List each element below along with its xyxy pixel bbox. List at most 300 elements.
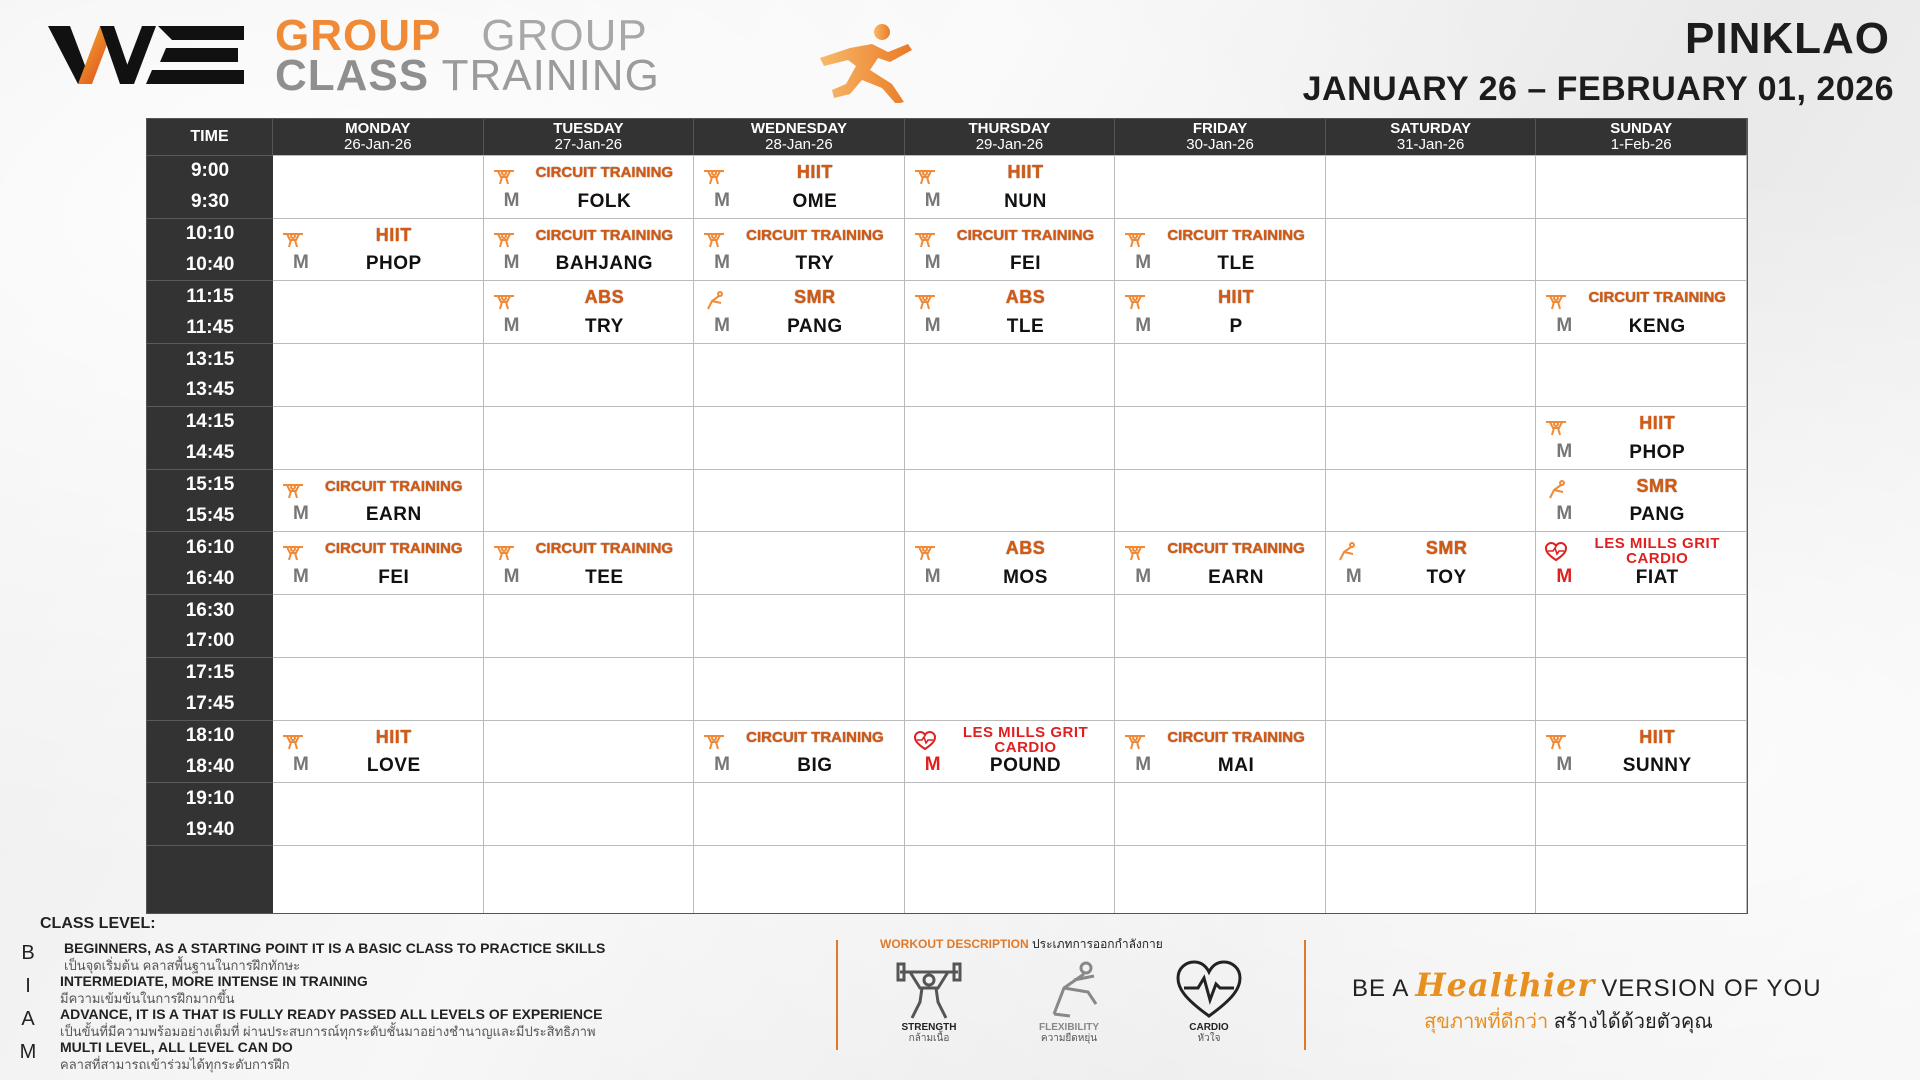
schedule-cell — [273, 845, 484, 913]
schedule-cell — [484, 594, 695, 657]
coach-name: P — [1229, 316, 1243, 338]
runner-icon — [800, 18, 930, 103]
branch-name: PINKLAO — [1685, 14, 1890, 63]
class-level-title: CLASS LEVEL: — [40, 915, 156, 932]
level-desc-en: INTERMEDIATE, MORE INTENSE IN TRAINING — [60, 973, 368, 989]
class-level: M — [503, 189, 520, 211]
schedule-cell — [905, 343, 1116, 406]
strength-icon — [492, 542, 516, 562]
coach-name: PANG — [1629, 504, 1685, 526]
strength-icon — [492, 291, 516, 311]
schedule-cell — [1326, 280, 1537, 343]
schedule-cell — [1115, 720, 1326, 783]
class-level: M — [714, 315, 730, 337]
time-start: 14:15 — [185, 411, 235, 433]
coach-name: PHOP — [1629, 441, 1686, 463]
flexibility-icon — [1334, 542, 1358, 562]
flexibility-icon — [1034, 958, 1104, 1022]
schedule-cell — [273, 280, 484, 343]
class-level: M — [503, 315, 520, 337]
schedule-cell — [484, 531, 695, 594]
schedule-cell — [273, 406, 484, 469]
schedule-cell — [1115, 531, 1326, 594]
level-letter: B — [21, 942, 35, 964]
slogan-pre: BE A — [1352, 975, 1410, 1002]
schedule-cell — [1536, 343, 1747, 406]
class-entry[interactable] — [905, 156, 1115, 218]
schedule-cell — [1115, 218, 1326, 281]
workout-label: FLEXIBILITY — [1039, 1022, 1099, 1033]
we-logo — [48, 18, 248, 96]
schedule-cell — [484, 218, 695, 281]
schedule-cell — [273, 218, 484, 281]
day-date: 28-Jan-26 — [765, 136, 833, 153]
class-level: M — [1556, 754, 1573, 776]
schedule-cell — [1536, 782, 1747, 845]
cardio-icon — [913, 731, 937, 751]
class-level: M — [924, 566, 941, 588]
class-name: SMR — [1636, 475, 1678, 496]
class-level: M — [293, 252, 309, 274]
class-level: M — [1556, 315, 1573, 337]
level-desc-en: BEGINNERS, AS A STARTING POINT IT IS A BASIC CLASS TO PRACTICE SKILLS — [64, 940, 606, 956]
cardio-icon — [1174, 958, 1244, 1022]
slogan-post: VERSION OF YOU — [1601, 975, 1822, 1002]
class-entry[interactable] — [1536, 721, 1746, 783]
class-level: M — [924, 252, 941, 274]
schedule-cell — [1115, 594, 1326, 657]
day-header — [273, 119, 484, 155]
schedule-cell — [905, 720, 1116, 783]
class-name: HIIT — [796, 162, 833, 182]
class-entry[interactable] — [273, 721, 483, 783]
time-end: 17:00 — [185, 630, 235, 652]
class-entry[interactable] — [484, 281, 694, 343]
schedule-cell — [1536, 720, 1747, 783]
schedule-cell — [273, 657, 484, 720]
slogan-th-rest: สร้างได้ด้วยตัวคุณ — [1553, 1011, 1713, 1033]
schedule-cell — [694, 657, 905, 720]
time-slot — [147, 594, 273, 657]
class-name: SMR — [1425, 538, 1468, 559]
schedule-cell — [905, 594, 1116, 657]
strength-icon — [281, 480, 305, 500]
coach-name: FEI — [378, 567, 410, 589]
class-name: ABS — [1005, 287, 1046, 308]
coach-name: FIAT — [1635, 567, 1679, 589]
level-letter: M — [19, 1041, 37, 1063]
time-start: 13:15 — [185, 348, 235, 370]
schedule-cell — [1326, 720, 1537, 783]
class-entry[interactable] — [1536, 407, 1746, 469]
time-slot-filler — [147, 845, 273, 913]
level-desc-en: ADVANCE, IT IS A THAT IS FULLY READY PASSED ALL LEVELS OF EXPERIENCE — [60, 1006, 603, 1022]
level-row-i — [18, 973, 798, 1005]
day-name: SUNDAY — [1610, 120, 1673, 137]
workout-description-title — [880, 935, 1163, 954]
schedule-cell — [694, 280, 905, 343]
schedule-cell — [1115, 782, 1326, 845]
time-start: 11:15 — [186, 285, 234, 307]
coach-name: TRY — [584, 316, 624, 338]
schedule-cell — [1536, 657, 1747, 720]
schedule-cell — [905, 657, 1116, 720]
class-level: M — [714, 252, 730, 274]
coach-name: TLE — [1217, 253, 1255, 275]
coach-name: TOY — [1426, 567, 1467, 589]
day-date: 31-Jan-26 — [1396, 136, 1465, 153]
coach-name: MOS — [1003, 567, 1048, 589]
day-name: FRIDAY — [1192, 120, 1248, 137]
coach-name: BAHJANG — [555, 253, 654, 275]
coach-name: SUNNY — [1622, 755, 1692, 777]
class-name: ABS — [584, 287, 625, 308]
strength-icon — [913, 166, 937, 186]
day-date: 26-Jan-26 — [344, 136, 412, 153]
class-entry[interactable] — [1115, 721, 1325, 783]
coach-name: MAI — [1217, 755, 1255, 777]
time-slot — [147, 218, 273, 281]
workout-flexibility — [1024, 958, 1114, 1044]
coach-name: EARN — [1208, 567, 1264, 589]
class-level: M — [1556, 440, 1573, 462]
schedule-cell — [694, 531, 905, 594]
class-entry[interactable] — [484, 219, 694, 281]
coach-name: POUND — [989, 755, 1062, 777]
divider — [1304, 940, 1306, 1050]
strength-icon — [492, 229, 516, 249]
schedule-cell — [1115, 406, 1326, 469]
time-slot — [147, 155, 273, 218]
day-name: SATURDAY — [1390, 120, 1472, 137]
class-entry[interactable] — [273, 219, 483, 281]
class-name: CIRCUIT TRAINING — [535, 226, 674, 244]
schedule-cell — [1115, 155, 1326, 218]
schedule-cell — [1115, 469, 1326, 532]
strength-icon — [1123, 229, 1147, 249]
level-desc-th: เป็นจุดเริ่มต้น คลาสพื้นฐานในการฝึกทักษะ — [64, 958, 301, 973]
coach-name: PANG — [787, 316, 843, 338]
flexibility-icon — [1544, 480, 1568, 500]
schedule-cell — [273, 782, 484, 845]
class-entry[interactable] — [905, 281, 1115, 343]
time-slot — [147, 782, 273, 845]
schedule-cell — [1536, 845, 1747, 913]
class-name: SMR — [794, 287, 836, 308]
class-name: CIRCUIT TRAINING — [746, 728, 884, 746]
class-name: CIRCUIT TRAINING — [1167, 728, 1305, 746]
class-entry[interactable] — [694, 721, 904, 783]
schedule-cell — [905, 406, 1116, 469]
class-entry[interactable] — [273, 470, 483, 532]
class-level: M — [1135, 566, 1152, 588]
class-name: LES MILLS GRIT CARDIO — [1594, 535, 1720, 568]
time-slot — [147, 720, 273, 783]
class-name: CIRCUIT TRAINING — [746, 226, 884, 244]
schedule-cell — [1326, 657, 1537, 720]
class-entry[interactable] — [905, 219, 1115, 281]
day-header — [1326, 119, 1537, 155]
title-class: CLASS — [275, 51, 430, 100]
time-end: 10:40 — [185, 254, 235, 275]
class-name: CIRCUIT TRAINING — [1167, 540, 1305, 558]
class-name: ABS — [1005, 538, 1046, 559]
time-end: 11:45 — [186, 316, 234, 338]
workout-label: STRENGTH — [901, 1022, 957, 1033]
time-slot — [147, 343, 273, 406]
class-name: CIRCUIT TRAINING — [1167, 226, 1305, 244]
class-name: LES MILLS GRIT CARDIO — [962, 723, 1089, 756]
strength-icon — [281, 542, 305, 562]
slogan-script: Healthier — [1415, 966, 1596, 1004]
schedule-cell — [694, 782, 905, 845]
class-level: M — [1345, 566, 1362, 588]
coach-name: FOLK — [577, 190, 632, 212]
schedule-cell — [273, 594, 484, 657]
time-start: 17:15 — [185, 662, 235, 684]
day-date: 30-Jan-26 — [1186, 136, 1254, 153]
schedule-cell — [1326, 218, 1537, 281]
schedule-cell — [905, 280, 1116, 343]
coach-name: TEE — [585, 567, 624, 589]
level-row-b — [18, 940, 798, 972]
class-level: M — [1556, 566, 1573, 588]
schedule-cell — [694, 720, 905, 783]
class-level: M — [714, 754, 730, 776]
coach-name: TLE — [1006, 316, 1045, 338]
schedule-cell — [905, 155, 1116, 218]
workout-title-en: WORKOUT DESCRIPTION — [880, 937, 1029, 951]
time-end: 14:45 — [185, 442, 235, 464]
schedule-cell — [1115, 657, 1326, 720]
time-end: 15:45 — [185, 504, 235, 526]
strength-icon — [1123, 731, 1147, 751]
class-entry[interactable] — [1536, 281, 1746, 343]
class-level: M — [714, 189, 730, 211]
class-entry[interactable] — [1536, 470, 1746, 532]
strength-icon — [894, 958, 964, 1022]
time-start: 9:00 — [190, 160, 230, 182]
schedule-cell — [1326, 469, 1537, 532]
class-entry[interactable] — [1115, 281, 1325, 343]
strength-icon — [1544, 291, 1568, 311]
flexibility-icon — [702, 291, 726, 311]
schedule-cell — [273, 720, 484, 783]
class-name: CIRCUIT TRAINING — [535, 164, 674, 181]
class-entry[interactable] — [905, 721, 1115, 783]
schedule-cell — [694, 406, 905, 469]
class-level: M — [1135, 754, 1152, 776]
time-end: 18:40 — [185, 755, 235, 777]
strength-icon — [1123, 542, 1147, 562]
time-start: 16:30 — [185, 599, 235, 621]
class-level: M — [1135, 315, 1152, 337]
schedule-cell — [694, 469, 905, 532]
schedule-cell — [1536, 594, 1747, 657]
schedule-cell — [905, 469, 1116, 532]
slogan-thai — [1424, 1005, 1713, 1037]
strength-icon — [913, 229, 937, 249]
class-entry[interactable] — [484, 156, 694, 218]
level-letter: I — [25, 975, 31, 997]
schedule-cell — [905, 218, 1116, 281]
strength-icon — [913, 291, 937, 311]
time-end: 9:30 — [190, 191, 230, 213]
coach-name: BIG — [797, 755, 833, 777]
day-header — [905, 119, 1116, 155]
schedule-cell — [905, 845, 1116, 913]
slogan — [1352, 966, 1822, 1004]
schedule-cell — [1326, 155, 1537, 218]
schedule-cell — [484, 343, 695, 406]
schedule-cell — [694, 845, 905, 913]
class-level: M — [293, 503, 309, 525]
divider — [836, 940, 838, 1050]
class-entry[interactable] — [1115, 532, 1325, 594]
schedule-cell — [484, 845, 695, 913]
time-header: TIME — [147, 119, 273, 155]
day-date: 1-Feb-26 — [1610, 136, 1672, 153]
day-header — [1536, 119, 1747, 155]
schedule-cell — [1536, 531, 1747, 594]
strength-icon — [281, 229, 305, 249]
class-level: M — [503, 252, 520, 274]
strength-icon — [702, 166, 726, 186]
schedule-cell — [1326, 531, 1537, 594]
class-entry[interactable] — [694, 281, 904, 343]
strength-icon — [492, 166, 516, 186]
class-name: HIIT — [1639, 726, 1676, 747]
title-training: TRAINING — [441, 51, 660, 100]
time-end: 13:45 — [185, 379, 235, 401]
schedule-cell — [1536, 218, 1747, 281]
schedule-cell — [1536, 406, 1747, 469]
schedule-cell — [1536, 280, 1747, 343]
cardio-icon — [1544, 542, 1568, 562]
schedule-cell — [273, 469, 484, 532]
schedule-cell — [905, 531, 1116, 594]
class-name: CIRCUIT TRAINING — [956, 226, 1095, 244]
strength-icon — [702, 731, 726, 751]
workout-label: CARDIO — [1189, 1022, 1229, 1033]
level-desc-th: เป็นขั้นที่มีความพร้อมอย่างเต็มที่ ผ่านประสบการณ์ทุกระดับชั้นมาอย่างชำนาญและมีประสิทธิภาพ — [60, 1024, 596, 1039]
day-header — [694, 119, 905, 155]
schedule-cell — [694, 343, 905, 406]
slogan-th-orange: สุขภาพที่ดีกว่า — [1424, 1011, 1549, 1033]
schedule-cell — [1115, 343, 1326, 406]
day-header — [484, 119, 695, 155]
class-name: CIRCUIT TRAINING — [325, 540, 463, 558]
title-group-orange: GROUP — [275, 11, 442, 60]
schedule-cell — [273, 155, 484, 218]
level-desc-th: คลาสที่สามารถเข้าร่วมได้ทุกระดับการฝึก — [60, 1057, 290, 1072]
class-entry[interactable] — [1115, 219, 1325, 281]
class-level: M — [1135, 252, 1152, 274]
schedule-cell — [273, 343, 484, 406]
class-entry[interactable] — [484, 532, 694, 594]
schedule-cell — [1326, 406, 1537, 469]
class-entry[interactable] — [694, 219, 904, 281]
coach-name: KENG — [1628, 316, 1686, 338]
class-name: HIIT — [375, 726, 412, 747]
coach-name: TRY — [795, 253, 835, 275]
level-row-m — [18, 1039, 798, 1071]
class-name: HIIT — [375, 224, 412, 245]
time-slot — [147, 280, 273, 343]
schedule-cell — [484, 720, 695, 783]
strength-icon — [913, 542, 937, 562]
class-level: M — [293, 754, 309, 776]
schedule-cell — [905, 782, 1116, 845]
time-start: 16:10 — [185, 536, 235, 558]
time-start: 18:10 — [185, 724, 235, 746]
class-entry[interactable] — [1326, 532, 1536, 594]
class-name: CIRCUIT TRAINING — [325, 477, 463, 495]
class-name: HIIT — [1007, 162, 1044, 182]
time-start: 10:10 — [185, 223, 235, 245]
coach-name: NUN — [1004, 190, 1047, 212]
strength-icon — [1544, 731, 1568, 751]
class-name: CIRCUIT TRAINING — [1588, 289, 1726, 307]
strength-icon — [1123, 291, 1147, 311]
class-level: M — [1556, 503, 1573, 525]
time-end: 19:40 — [185, 818, 235, 840]
coach-name: PHOP — [365, 253, 422, 275]
time-start: 15:15 — [185, 474, 235, 496]
class-entry[interactable] — [905, 532, 1115, 594]
class-level: M — [924, 754, 941, 776]
schedule-cell — [484, 782, 695, 845]
schedule-cell — [484, 406, 695, 469]
class-name: HIIT — [1218, 287, 1255, 308]
schedule-cell — [1326, 594, 1537, 657]
schedule-cell — [694, 594, 905, 657]
schedule-cell — [1326, 845, 1537, 913]
level-letter: A — [21, 1008, 35, 1030]
strength-icon — [1544, 417, 1568, 437]
schedule-cell — [484, 155, 695, 218]
schedule-cell — [694, 218, 905, 281]
timetable — [146, 118, 1748, 914]
level-row-a — [18, 1006, 798, 1038]
title-group-grey: GROUP — [481, 11, 648, 60]
day-name: TUESDAY — [553, 120, 624, 137]
title-line-2 — [275, 51, 660, 100]
workout-cardio — [1164, 958, 1254, 1044]
workout-label-th: หัวใจ — [1197, 1033, 1221, 1044]
day-date: 29-Jan-26 — [975, 136, 1044, 153]
strength-icon — [281, 731, 305, 751]
class-entry[interactable] — [694, 156, 904, 218]
schedule-cell — [484, 469, 695, 532]
schedule-cell — [1115, 845, 1326, 913]
coach-name: LOVE — [366, 755, 421, 777]
class-entry[interactable] — [1536, 532, 1746, 594]
schedule-cell — [694, 155, 905, 218]
time-slot — [147, 469, 273, 532]
day-header — [1115, 119, 1326, 155]
class-name: HIIT — [1639, 412, 1676, 433]
class-name: CIRCUIT TRAINING — [535, 540, 674, 558]
time-slot — [147, 531, 273, 594]
day-date: 27-Jan-26 — [554, 136, 623, 153]
level-desc-th: มีความเข้มข้นในการฝึกมากขึ้น — [60, 991, 235, 1006]
workout-label-th: ความยืดหยุ่น — [1040, 1033, 1098, 1044]
strength-icon — [702, 229, 726, 249]
time-slot — [147, 657, 273, 720]
coach-name: FEI — [1009, 253, 1042, 275]
class-entry[interactable] — [273, 532, 483, 594]
